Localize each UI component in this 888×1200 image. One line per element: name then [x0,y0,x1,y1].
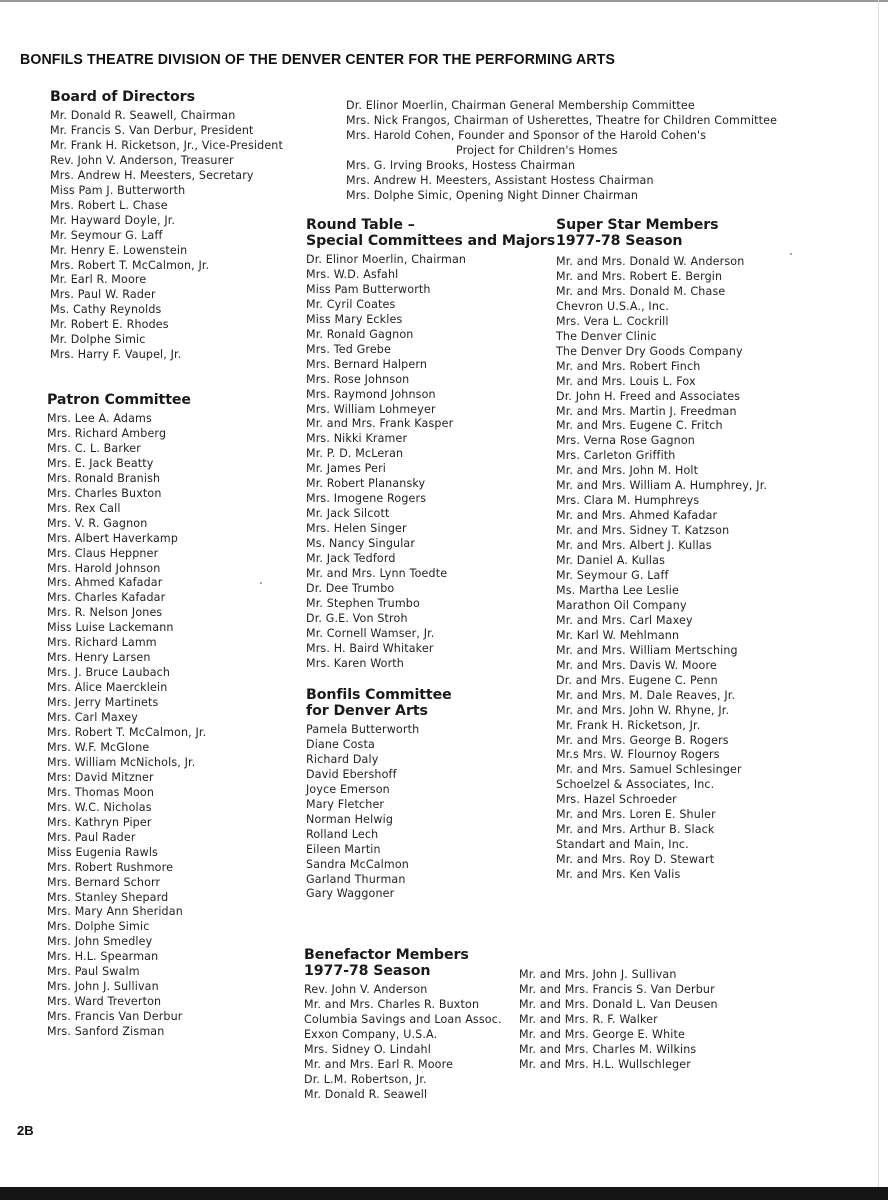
round-table-member: Miss Pam Butterworth [306,282,431,296]
patron-member: Mrs. H.L. Spearman [47,950,159,964]
round-table-member: Mrs. Karen Worth [306,656,404,670]
round-table-member: Mrs. Ted Grebe [306,342,391,356]
benefactor-member: Mr. and Mrs. Charles M. Wilkins [519,1042,697,1056]
bonfils-member: Pamela Butterworth [306,723,420,736]
benefactor-member: Mr. and Mrs. H.L. Wullschleger [519,1057,691,1071]
bonfils-member: Norman Helwig [306,812,394,826]
super-star-member: Mr. Karl W. Mehlmann [556,628,680,642]
bonfils-committee-heading [306,687,452,719]
patron-member: Mrs. Charles Kafadar [47,591,166,605]
benefactor-member: Mr. Donald R. Seawell [304,1087,428,1101]
benefactor-member: Exxon Company, U.S.A. [304,1027,438,1041]
board-member: Mr. Robert E. Rhodes [50,318,169,332]
benefactor-member: Rev. John V. Anderson [304,983,428,996]
super-star-member: Mrs. Hazel Schroeder [556,793,677,807]
bonfils-member: Mary Fletcher [306,797,385,811]
bonfils-member: Rolland Lech [306,827,379,841]
round-table-member: Dr. Dee Trumbo [306,581,395,595]
board-member: Mrs. Robert T. McCalmon, Jr. [50,258,210,272]
super-star-member: The Denver Dry Goods Company [556,344,743,358]
super-star-member: Mr. Daniel A. Kullas [556,554,665,568]
patron-member: Mrs. William McNichols, Jr. [47,755,196,769]
patron-member: Mrs. Mary Ann Sheridan [47,905,183,919]
super-star-members-heading [556,217,767,249]
patron-member: Mrs. John J. Sullivan [47,980,159,994]
bonfils-member: Diane Costa [306,737,375,751]
officer-entry: Mrs. Harold Cohen, Founder and Sponsor of the Harold Cohen's [346,128,707,142]
round-table-member: Mr. Robert Planansky [306,477,426,491]
super-star-member: Mrs. Vera L. Cockrill [556,314,669,328]
round-table-section [306,217,555,672]
round-table-member: Mr. and Mrs. Frank Kasper [306,417,454,431]
super-star-member: Marathon Oil Company [556,598,687,612]
benefactor-member: Mr. and Mrs. Earl R. Moore [304,1057,454,1071]
super-star-member: Mr. and Mrs. Martin J. Freedman [556,404,737,418]
board-member: Mr. Seymour G. Laff [50,228,163,242]
round-table-member: Mr. and Mrs. Lynn Toedte [306,567,448,581]
patron-member: Mrs. Henry Larsen [47,651,151,665]
patron-member: Mrs. Richard Lamm [47,636,157,650]
patron-member: Mrs. Jerry Martinets [47,696,159,710]
round-table-member: Mrs. H. Baird Whitaker [306,641,434,655]
patron-member: Mrs: David Mitzner [47,770,154,784]
board-member: Mr. Frank H. Ricketson, Jr., Vice-President [50,138,283,152]
board-member: Mrs. Paul W. Rader [50,288,156,302]
page-bottom-scan-edge [0,1187,888,1200]
round-table-member: Mrs. Raymond Johnson [306,387,436,401]
bonfils-member: Eileen Martin [306,842,381,856]
patron-member: Mrs. Robert Rushmore [47,860,174,874]
benefactor-member: Mr. and Mrs. John J. Sullivan [519,968,677,981]
round-table-member: Mr. Cyril Coates [306,297,396,311]
board-member: Mrs. Andrew H. Meesters, Secretary [50,168,254,182]
round-table-member: Mrs. William Lohmeyer [306,402,436,416]
patron-member: Mrs. V. R. Gagnon [47,516,148,530]
super-star-member: Mr. and Mrs. Robert E. Bergin [556,269,723,283]
patron-committee-section [47,392,206,1040]
round-table-member: Mr. James Peri [306,462,387,476]
super-star-member: Ms. Martha Lee Leslie [556,583,679,597]
super-star-member: Mr. and Mrs. William Mertsching [556,643,738,657]
benefactor-list-column-1 [304,983,519,1103]
round-table-member: Dr. Elinor Moerlin, Chairman [306,253,467,266]
officer-entry: Mrs. Andrew H. Meesters, Assistant Hostess Chairman [346,173,654,187]
board-member: Mr. Francis S. Van Derbur, President [50,123,254,137]
patron-committee-heading: Patron Committee [47,392,191,408]
board-member: Mrs. Harry F. Vaupel, Jr. [50,348,182,362]
officer-entry-continuation: Project for Children's Homes [456,143,618,157]
patron-member: Mrs. E. Jack Beatty [47,456,154,470]
super-star-members-list [556,255,767,883]
benefactor-member: Mr. and Mrs. George E. White [519,1027,686,1041]
super-star-member: Mrs. Verna Rose Gagnon [556,434,695,448]
patron-member: Miss Eugenia Rawls [47,845,158,859]
benefactor-heading-line1: Benefactor Members [304,947,469,963]
benefactor-member: Mr. and Mrs. Donald L. Van Deusen [519,997,718,1011]
round-table-heading [306,217,555,249]
round-table-list [306,253,555,672]
super-star-member: Mr. and Mrs. Roy D. Stewart [556,853,715,867]
patron-member: Mrs. Robert T. McCalmon, Jr. [47,726,207,740]
benefactor-member: Mr. and Mrs. R. F. Walker [519,1012,658,1026]
bonfils-member: Sandra McCalmon [306,857,409,871]
print-speck [260,582,262,584]
patron-member: Mrs. C. L. Barker [47,441,141,455]
bonfils-committee-section [306,687,452,902]
round-table-member: Mrs. Helen Singer [306,522,407,536]
patron-member: Mrs. Charles Buxton [47,486,162,500]
officer-entry: Mrs. G. Irving Brooks, Hostess Chairman [346,158,576,172]
super-star-member: Mr.s Mrs. W. Flournoy Rogers [556,748,720,762]
super-star-member: Mr. and Mrs. William A. Humphrey, Jr. [556,479,768,493]
round-table-member: Mrs. Bernard Halpern [306,357,428,371]
patron-member: Mrs. Alice Maercklein [47,681,168,695]
patron-member: Mrs. J. Bruce Laubach [47,666,171,680]
super-star-member: Mr. and Mrs. Eugene C. Fritch [556,419,723,433]
board-member: Miss Pam J. Butterworth [50,183,186,197]
super-star-member: Mrs. Carleton Griffith [556,449,676,463]
super-star-member: Chevron U.S.A., Inc. [556,299,669,313]
super-star-member: Mr. and Mrs. Davis W. Moore [556,658,717,672]
board-member: Ms. Cathy Reynolds [50,303,162,317]
patron-member: Mrs. W.F. McGlone [47,740,150,754]
benefactor-member: Columbia Savings and Loan Assoc. [304,1012,502,1026]
patron-member: Mrs. Richard Amberg [47,426,167,440]
patron-member: Mrs. Claus Heppner [47,546,159,560]
officer-entry: Mrs. Nick Frangos, Chairman of Usherettes, Theatre for Children Committee [346,113,778,127]
super-star-members-section [556,217,767,883]
round-table-member: Mr. Cornell Wamser, Jr. [306,626,435,640]
patron-member: Mrs. Paul Rader [47,830,136,844]
board-member: Rev. John V. Anderson, Treasurer [50,153,234,167]
bonfils-member: Joyce Emerson [306,782,390,796]
round-table-member: Mr. P. D. McLeran [306,447,404,461]
super-star-member: Mr. Frank H. Ricketson, Jr. [556,718,701,732]
round-table-member: Mr. Jack Tedford [306,552,396,566]
benefactor-member: Mrs. Sidney O. Lindahl [304,1042,431,1056]
patron-member: Mrs. Rex Call [47,501,121,515]
round-table-heading-line2: Special Committees and Majors [306,233,556,249]
patron-member: Mrs. Ronald Branish [47,471,161,485]
super-star-member: Standart and Main, Inc. [556,838,689,852]
round-table-member: Mr. Stephen Trumbo [306,596,420,610]
officer-entry: Mrs. Dolphe Simic, Opening Night Dinner Chairman [346,188,639,202]
super-star-member: Mr. and Mrs. Loren E. Shuler [556,808,716,822]
super-star-member: Mr. and Mrs. John W. Rhyne, Jr. [556,703,730,717]
super-star-member: Mr. and Mrs. Albert J. Kullas [556,539,712,553]
patron-member: Mrs. Albert Haverkamp [47,531,179,545]
round-table-heading-line1: Round Table – [306,217,415,233]
board-member: Mr. Hayward Doyle, Jr. [50,213,176,227]
super-star-member: Mr. and Mrs. Robert Finch [556,359,701,373]
bonfils-member: David Ebershoff [306,767,397,781]
round-table-member: Mr. Jack Silcott [306,507,390,521]
patron-member: Mrs. Bernard Schorr [47,875,161,889]
round-table-member: Ms. Nancy Singular [306,537,416,551]
super-star-member: Mr. and Mrs. Donald M. Chase [556,284,726,298]
super-star-member: Mr. and Mrs. Sidney T. Katzson [556,524,730,538]
round-table-member: Dr. G.E. Von Stroh [306,611,408,625]
patron-member: Mrs. Dolphe Simic [47,920,150,934]
patron-member: Mrs. R. Nelson Jones [47,606,163,620]
bonfils-member: Gary Waggoner [306,887,395,901]
patron-member: Mrs. Carl Maxey [47,711,138,725]
super-star-member: Mr. and Mrs. M. Dale Reaves, Jr. [556,688,736,702]
print-speck [790,253,792,255]
super-star-member: Mr. and Mrs. Samuel Schlesinger [556,763,742,777]
board-of-directors-section [50,89,283,363]
round-table-member: Mrs. W.D. Asfahl [306,267,399,281]
patron-member: Mrs. John Smedley [47,935,153,949]
super-star-member: Mr. and Mrs. Louis L. Fox [556,374,696,388]
patron-member: Mrs. Thomas Moon [47,785,155,799]
officers-list [346,99,777,204]
board-member: Mr. Donald R. Seawell, Chairman [50,109,236,122]
patron-member: Mrs. Ahmed Kafadar [47,576,163,590]
super-star-member: Schoelzel & Associates, Inc. [556,778,715,792]
super-star-member: Dr. and Mrs. Eugene C. Penn [556,673,718,687]
bonfils-member: Richard Daly [306,752,379,766]
officers-section [346,99,777,204]
bonfils-committee-heading-line2: for Denver Arts [306,703,428,719]
benefactor-members-section [304,947,718,1103]
super-star-member: The Denver Clinic [556,329,657,343]
officer-entry: Dr. Elinor Moerlin, Chairman General Membership Committee [346,99,695,112]
super-star-member: Mr. and Mrs. Carl Maxey [556,613,693,627]
patron-member: Mrs. Francis Van Derbur [47,1010,183,1024]
round-table-member: Miss Mary Eckles [306,312,403,326]
page-top-edge [0,0,888,2]
patron-member: Mrs. Lee A. Adams [47,412,152,425]
board-member: Mrs. Robert L. Chase [50,198,168,212]
patron-member: Mrs. Paul Swalm [47,965,140,979]
super-star-member: Mrs. Clara M. Humphreys [556,494,700,508]
board-of-directors-heading: Board of Directors [50,89,195,105]
super-star-heading-line1: Super Star Members [556,217,719,233]
board-of-directors-list [50,109,283,363]
patron-member: Mrs. Kathryn Piper [47,815,152,829]
super-star-member: Mr. and Mrs. John M. Holt [556,464,699,478]
super-star-member: Mr. and Mrs. George B. Rogers [556,733,729,747]
round-table-member: Mrs. Nikki Kramer [306,432,408,446]
super-star-member: Mr. and Mrs. Ahmed Kafadar [556,509,718,523]
board-member: Mr. Henry E. Lowenstein [50,243,188,257]
benefactor-heading-line2: 1977-78 Season [304,963,431,979]
patron-member: Mrs. Sanford Zisman [47,1025,165,1039]
benefactor-list-column-2 [519,968,718,1103]
bonfils-member: Garland Thurman [306,872,406,886]
patron-member: Mrs. Stanley Shepard [47,890,169,904]
bonfils-committee-list [306,723,452,902]
super-star-member: Mr. Seymour G. Laff [556,569,669,583]
patron-committee-list [47,412,206,1040]
patron-member: Mrs. Ward Treverton [47,995,162,1009]
super-star-heading-line2: 1977-78 Season [556,233,683,249]
board-member: Mr. Earl R. Moore [50,273,147,287]
page-title: BONFILS THEATRE DIVISION OF THE DENVER CENTER FOR THE PERFORMING ARTS [20,51,616,68]
super-star-member: Dr. John H. Freed and Associates [556,389,741,403]
round-table-member: Mr. Ronald Gagnon [306,327,414,341]
super-star-member: Mr. and Mrs. Donald W. Anderson [556,255,745,268]
round-table-member: Mrs. Imogene Rogers [306,492,427,506]
benefactor-member: Dr. L.M. Robertson, Jr. [304,1072,427,1086]
patron-member: Mrs. W.C. Nicholas [47,800,152,814]
bonfils-committee-heading-line1: Bonfils Committee [306,687,452,703]
board-member: Mr. Dolphe Simic [50,333,146,347]
super-star-member: Mr. and Mrs. Ken Valis [556,868,681,882]
benefactor-member: Mr. and Mrs. Francis S. Van Derbur [519,982,715,996]
round-table-member: Mrs. Rose Johnson [306,372,410,386]
super-star-member: Mr. and Mrs. Arthur B. Slack [556,823,715,837]
benefactor-member: Mr. and Mrs. Charles R. Buxton [304,997,480,1011]
page-number: 2B [17,1123,34,1138]
page-right-edge [878,0,879,1188]
patron-member: Mrs. Harold Johnson [47,561,161,575]
patron-member: Miss Luise Lackemann [47,621,174,635]
